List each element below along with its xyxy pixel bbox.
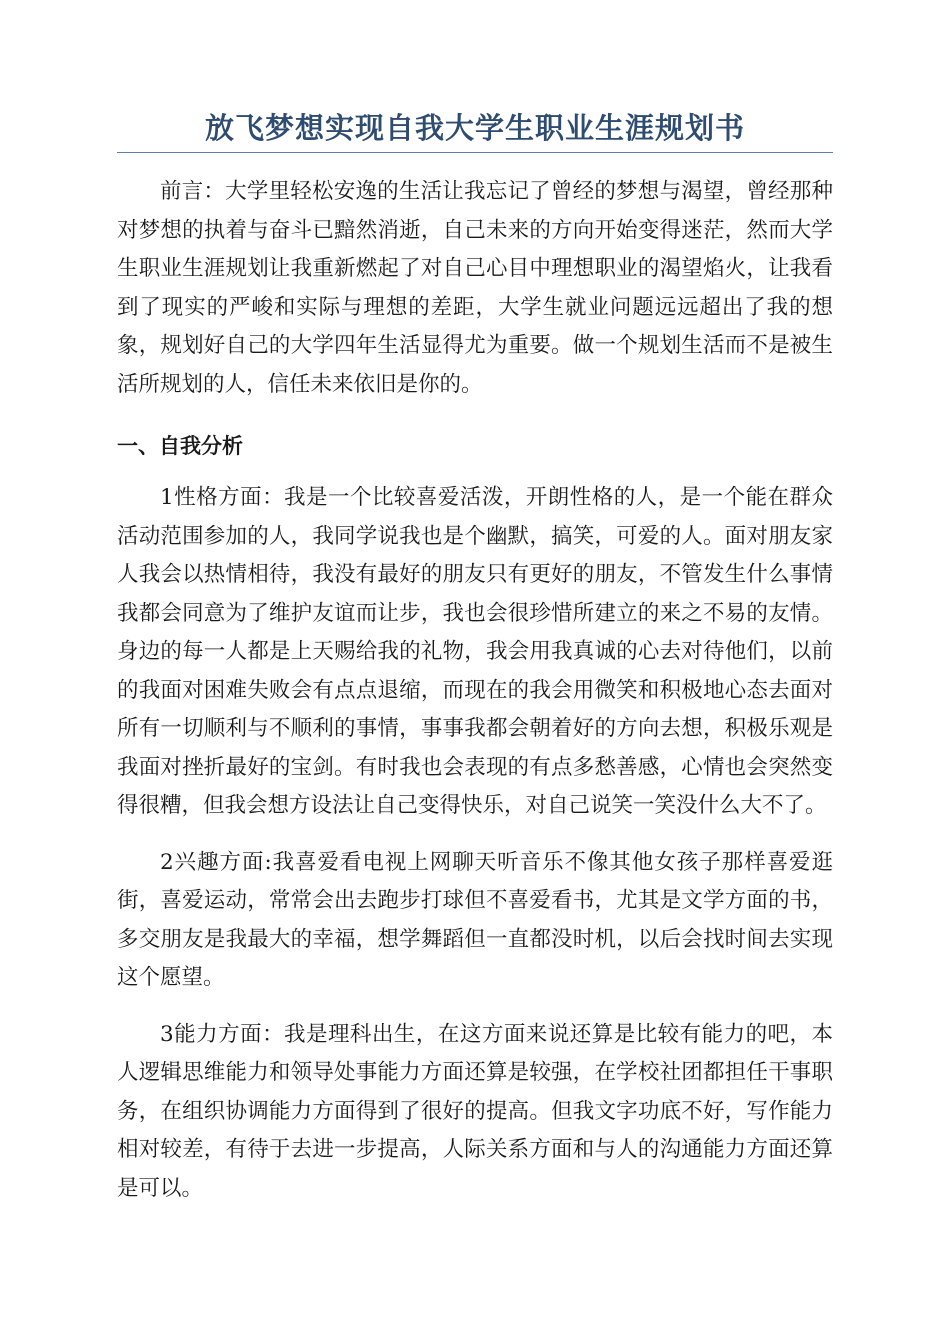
intro-paragraph: 前言：大学里轻松安逸的生活让我忘记了曾经的梦想与渴望，曾经那种对梦想的执着与奋斗已黯然消逝，自己未来的方向开始变得迷茫，然而大学生职业生涯规划让我重新燃起了对自己心目中理想职业的渴望焰火，让我看到了现实的严峻和实际与理想的差距，大学生就业问题远远超出了我的想象，规划好自己的大学四年生活显得尤为重要。做一个规划生活而不是被生活所规划的人，信任未来依旧是你的。 xyxy=(117,179,833,397)
abilities-paragraph: 3能力方面：我是理科出生，在这方面来说还算是比较有能力的吧，本人逻辑思维能力和领导处事能力方面还算是较强，在学校社团都担任干事职务，在组织协调能力方面得到了很好的提高。但我文字功底不好，写作能力相对较差，有待于去进一步提高，人际关系方面和与人的沟通能力方面还算是可以。 xyxy=(117,1021,833,1201)
interests-paragraph: 2兴趣方面:我喜爱看电视上网聊天听音乐不像其他女孩子那样喜爱逛街，喜爱运动，常常会出去跑步打球但不喜爱看书，尤其是文学方面的书，多交朋友是我最大的幸福，想学舞蹈但一直都没时机，以后会找时间去实现这个愿望。 xyxy=(117,849,833,990)
document-page xyxy=(117,108,833,1208)
personality-paragraph: 1性格方面：我是一个比较喜爱活泼，开朗性格的人，是一个能在群众活动范围参加的人，我同学说我也是个幽默，搞笑，可爱的人。面对朋友家人我会以热情相待，我没有最好的朋友只有更好的朋友，不管发生什么事情我都会同意为了维护友谊而让步，我也会很珍惜所建立的来之不易的友情。身边的每一人都是上天赐给我的礼物，我会用我真诚的心去对待他们，以前的我面对困难失败会有点点退缩，而现在的我会用微笑和积极地心态去面对所有一切顺利与不顺利的事情，事事我都会朝着好的方向去想，积极乐观是我面对挫折最好的宝剑。有时我也会表现的有点多愁善感，心情也会突然变得很糟，但我会想方设法让自己变得快乐，对自己说笑一笑没什么大不了。 xyxy=(117,485,833,818)
section-heading-self-analysis: 一、自我分析 xyxy=(117,434,243,458)
document-title: 放飞梦想实现自我大学生职业生涯规划书 xyxy=(117,108,833,153)
